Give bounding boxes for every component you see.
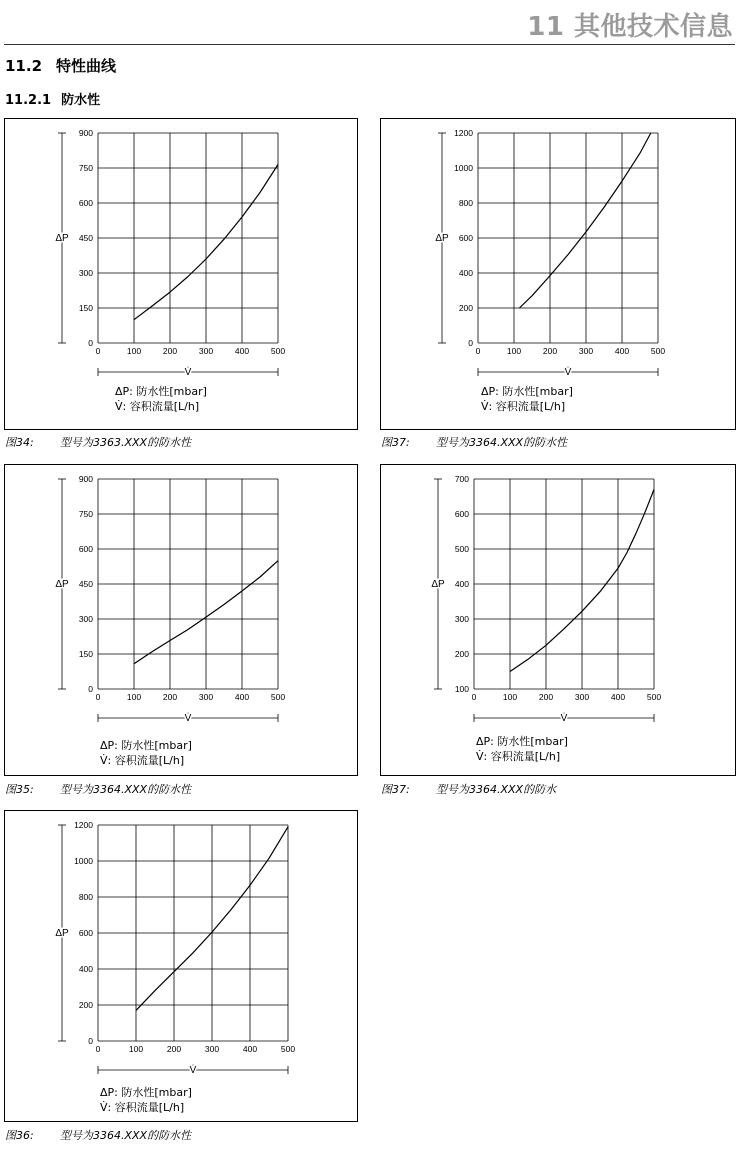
subsection-heading (5, 89, 100, 108)
y-tick-label: 600 (454, 509, 469, 519)
legend-line-pressure: ΔP: 防水性[mbar] (115, 385, 207, 398)
y-axis-label: ΔP (55, 579, 69, 590)
y-tick-label: 300 (454, 614, 469, 624)
figure-37a-caption (381, 434, 567, 450)
x-tick-label: 400 (234, 346, 250, 356)
y-tick-label: 150 (78, 649, 93, 659)
y-tick-label: 500 (454, 544, 469, 554)
x-tick-label: 200 (542, 346, 558, 356)
figure-36-caption-text: 型号为3364.XXX的防水性 (60, 1129, 192, 1142)
section-title: 特性曲线 (56, 57, 117, 75)
figure-36-number: 图36: (5, 1129, 34, 1142)
legend-line-pressure: ΔP: 防水性[mbar] (481, 385, 573, 398)
legend-line-flow: V̇: 容积流量[L/h] (481, 400, 566, 413)
figure-36-chart (5, 811, 359, 1123)
figure-37b-legend (476, 734, 568, 764)
figure-37a-caption-text: 型号为3364.XXX的防水性 (436, 436, 568, 449)
x-tick-label: 400 (614, 346, 630, 356)
subsection-title: 防水性 (61, 93, 101, 108)
y-tick-label: 800 (78, 892, 93, 902)
y-tick-label: 0 (88, 1036, 93, 1046)
x-tick-label: 0 (95, 692, 101, 702)
x-tick-label: 400 (234, 692, 250, 702)
figure-35-caption (5, 781, 191, 797)
legend-line-pressure: ΔP: 防水性[mbar] (100, 1086, 192, 1099)
y-tick-label: 600 (78, 928, 93, 938)
figure-34-frame (4, 118, 358, 430)
x-tick-label: 100 (506, 346, 522, 356)
y-axis-label: ΔP (435, 233, 449, 244)
y-tick-label: 1000 (74, 856, 93, 866)
x-axis-label: V̇ (560, 713, 568, 724)
y-tick-label: 400 (78, 964, 93, 974)
figure-34-number: 图34: (5, 436, 34, 449)
y-tick-label: 200 (78, 1000, 93, 1010)
legend-line-flow: V̇: 容积流量[L/h] (115, 400, 200, 413)
figure-35-number: 图35: (5, 783, 34, 796)
figure-36-frame (4, 810, 358, 1122)
y-tick-label: 600 (458, 233, 473, 243)
figure-35-legend (100, 738, 192, 768)
figure-37a-frame (380, 118, 736, 430)
x-tick-label: 500 (270, 346, 286, 356)
y-tick-label: 150 (78, 303, 93, 313)
y-tick-label: 800 (458, 198, 473, 208)
header-rule (4, 44, 735, 45)
figure-35-caption-text: 型号为3364.XXX的防水性 (60, 783, 192, 796)
figure-35-frame (4, 464, 358, 776)
x-tick-label: 300 (578, 346, 594, 356)
x-tick-label: 0 (95, 346, 101, 356)
y-tick-label: 400 (454, 579, 469, 589)
section-number: 11.2 (5, 57, 43, 75)
subsection-number: 11.2.1 (5, 93, 52, 108)
y-tick-label: 600 (78, 544, 93, 554)
figure-37b-number: 图37: (381, 783, 410, 796)
y-tick-label: 700 (454, 474, 469, 484)
x-tick-label: 0 (471, 692, 477, 702)
y-tick-label: 1000 (454, 163, 473, 173)
y-tick-label: 750 (78, 509, 93, 519)
series-line (519, 133, 650, 308)
figure-37b-chart (381, 465, 737, 777)
x-tick-label: 100 (126, 346, 142, 356)
x-axis-label: V̇ (184, 367, 192, 378)
x-tick-label: 300 (204, 1044, 220, 1054)
chapter-title: 11 其他技术信息 (527, 12, 733, 42)
section-heading (5, 55, 116, 76)
y-tick-label: 0 (88, 338, 93, 348)
x-tick-label: 500 (280, 1044, 296, 1054)
y-tick-label: 300 (78, 268, 93, 278)
x-axis-label: V̇ (184, 713, 192, 724)
y-tick-label: 900 (78, 474, 93, 484)
figure-37a-legend (481, 384, 573, 414)
figure-34-caption (5, 434, 191, 450)
x-tick-label: 100 (128, 1044, 144, 1054)
figure-34-caption-text: 型号为3363.XXX的防水性 (60, 436, 192, 449)
y-tick-label: 600 (78, 198, 93, 208)
legend-line-pressure: ΔP: 防水性[mbar] (100, 739, 192, 752)
y-tick-label: 450 (78, 233, 93, 243)
y-tick-label: 450 (78, 579, 93, 589)
y-tick-label: 0 (468, 338, 473, 348)
x-tick-label: 500 (646, 692, 662, 702)
y-tick-label: 1200 (74, 820, 93, 830)
x-axis-label: V̇ (564, 367, 572, 378)
figure-34-legend (115, 384, 207, 414)
y-axis-label: ΔP (431, 579, 445, 590)
x-tick-label: 0 (95, 1044, 101, 1054)
y-tick-label: 100 (454, 684, 469, 694)
x-tick-label: 500 (270, 692, 286, 702)
x-axis-label: V̇ (189, 1065, 197, 1076)
figure-37b-caption-text: 型号为3364.XXX的防水 (436, 783, 557, 796)
legend-line-flow: V̇: 容积流量[L/h] (100, 1101, 185, 1114)
x-tick-label: 300 (198, 346, 214, 356)
y-tick-label: 400 (458, 268, 473, 278)
x-tick-label: 0 (475, 346, 481, 356)
x-tick-label: 200 (162, 346, 178, 356)
x-tick-label: 200 (538, 692, 554, 702)
y-tick-label: 900 (78, 128, 93, 138)
figure-37b-frame (380, 464, 736, 776)
x-tick-label: 100 (502, 692, 518, 702)
x-tick-label: 300 (574, 692, 590, 702)
figure-36-legend (100, 1085, 192, 1115)
legend-line-pressure: ΔP: 防水性[mbar] (476, 735, 568, 748)
figure-36-caption (5, 1127, 191, 1143)
legend-line-flow: V̇: 容积流量[L/h] (476, 750, 561, 763)
x-tick-label: 500 (650, 346, 666, 356)
x-tick-label: 400 (610, 692, 626, 702)
figure-35-chart (5, 465, 359, 777)
y-axis-label: ΔP (55, 928, 69, 939)
figure-37a-number: 图37: (381, 436, 410, 449)
y-tick-label: 0 (88, 684, 93, 694)
y-tick-label: 1200 (454, 128, 473, 138)
figure-37b-caption (381, 781, 556, 797)
x-tick-label: 100 (126, 692, 142, 702)
x-tick-label: 200 (162, 692, 178, 702)
y-tick-label: 200 (454, 649, 469, 659)
legend-line-flow: V̇: 容积流量[L/h] (100, 754, 185, 767)
y-tick-label: 200 (458, 303, 473, 313)
y-axis-label: ΔP (55, 233, 69, 244)
y-tick-label: 300 (78, 614, 93, 624)
x-tick-label: 200 (166, 1044, 182, 1054)
x-tick-label: 400 (242, 1044, 258, 1054)
y-tick-label: 750 (78, 163, 93, 173)
x-tick-label: 300 (198, 692, 214, 702)
